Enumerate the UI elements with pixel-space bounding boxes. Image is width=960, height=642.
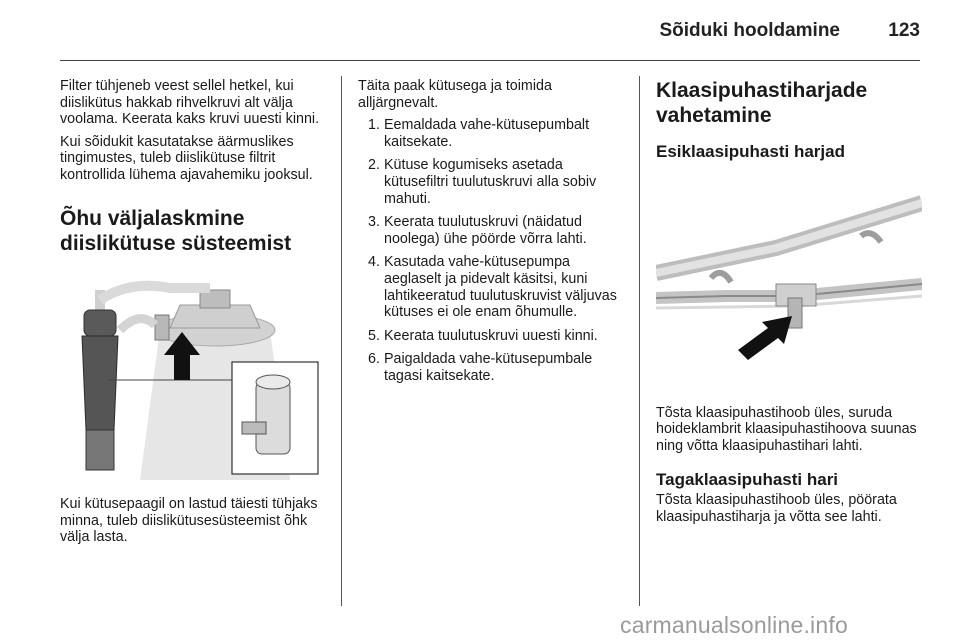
section-heading: Õhu väljalaskmine diislikütuse süsteemist [60,206,292,255]
step-number: 6. [368,351,380,368]
header-title: Sõiduki hooldamine [659,20,840,41]
subsection-heading: Esiklaasipuhasti harjad [656,142,845,161]
paragraph: Filter tühjeneb veest sellel hetkel, kui diislikütus hakkab rihvelkruvi alt välja voolama. Keerata kaks kruvi uuesti kinni. [60,78,320,128]
page-header [0,0,960,60]
section-heading: Klaasipuhastiharjade vahetamine [656,79,868,127]
caption-paragraph: Kui kütusepaagil on lastud täiesti tühjaks minna, tuleb diislikütusesüsteemist õhk välja lasta. [60,496,318,546]
step-number: 1. [368,117,380,134]
list-item [358,254,626,320]
column-divider [639,76,640,606]
list-item [358,214,626,247]
header-divider [60,60,920,61]
paragraph: Tõsta klaasipuhastihoob üles, suruda hoideklambrit klaasipuhastihoova suunas ning võtta klaasipuhastihari lahti. [656,404,917,454]
column-left [60,78,328,552]
paragraph: Tõsta klaasipuhastihoob üles, pöörata klaasipuhastiharja ja võtta see lahti. [656,492,897,525]
fuel-filter-illustration [60,270,326,485]
step-text: Kasutada vahe-kütusepumpa aeglaselt ja pidevalt käsitsi, kuni lahtikeeratud tuulutuskruvist väljuvas kütuses ei ole enam õhumulle. [384,254,617,321]
step-text: Keerata tuulutuskruvi (näidatud noolega) ühe pöörde võrra lahti. [384,214,587,247]
column-middle [358,78,626,392]
step-number: 2. [368,157,380,174]
column-divider [341,76,342,606]
step-number: 4. [368,254,380,271]
step-text: Eemaldada vahe-kütusepumbalt kaitsekate. [384,117,590,150]
list-item [358,117,626,150]
list-item [358,328,626,345]
subsection-heading: Tagaklaasipuhasti hari [656,470,839,490]
step-number: 5. [368,327,380,344]
step-text: Keerata tuulutuskruvi uuesti kinni. [384,327,598,344]
page-number: 123 [888,20,920,41]
list-item [358,351,626,384]
list-item [358,157,626,207]
watermark-text: carmanualsonline.info [620,612,848,638]
step-text: Paigaldada vahe-kütusepumbale tagasi kaitsekate. [384,351,593,384]
step-number: 3. [368,214,380,231]
paragraph: Täita paak kütusega ja toimida alljärgnevalt. [358,78,552,111]
paragraph: Kui sõidukit kasutatakse äärmuslikes tingimustes, tuleb diislikütuse filtrit kontrollida lühema ajavahemiku jooksul. [60,133,313,183]
step-text: Kütuse kogumiseks asetada kütusefiltri tuulutuskruvi alla sobiv mahuti. [384,157,597,207]
wiper-illustration [656,178,922,393]
steps-list [358,117,626,384]
column-right [656,78,922,532]
